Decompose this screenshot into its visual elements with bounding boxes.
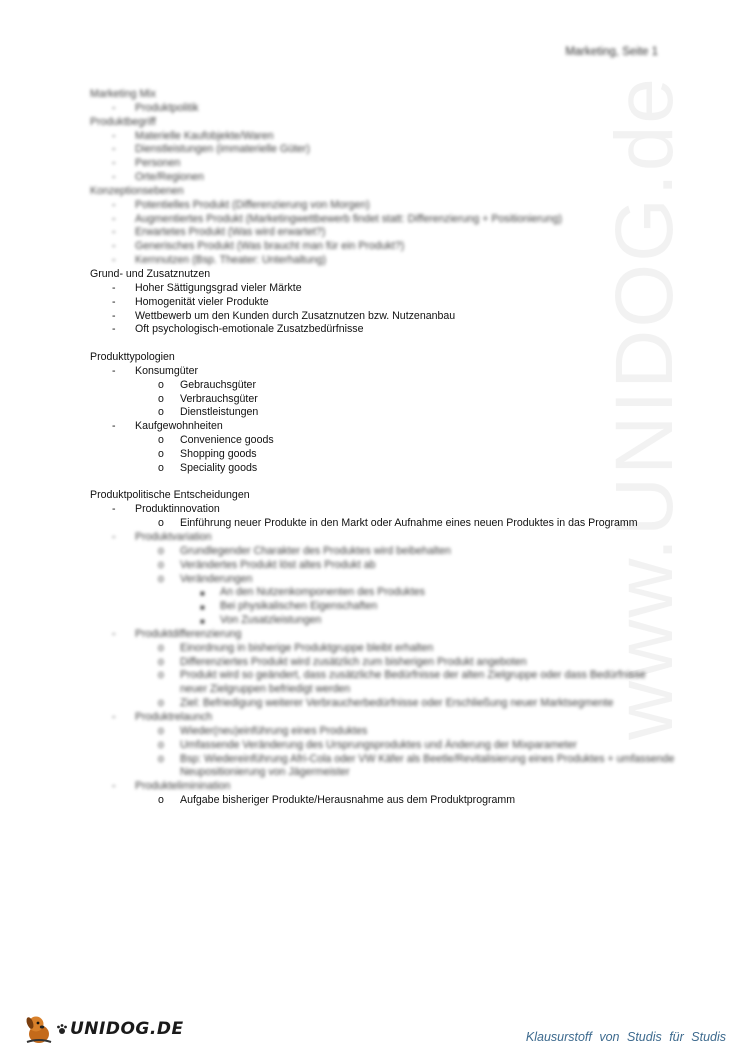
line-text: Materielle Kaufobjekte/Waren	[135, 129, 274, 142]
blank-line	[90, 337, 680, 351]
list-item	[90, 254, 680, 268]
dash-bullet: -	[112, 254, 116, 267]
line-text: Gebrauchsgüter	[180, 378, 256, 391]
line-text: Einführung neuer Produkte in den Markt oder Aufnahme eines neuen Produktes in das Programm	[180, 517, 638, 530]
circle-bullet: o	[158, 724, 164, 737]
section-heading	[90, 116, 680, 130]
list-item	[90, 296, 680, 310]
dash-bullet: -	[112, 710, 116, 723]
line-text: Grundlegender Charakter des Produktes wird beibehalten	[180, 544, 451, 557]
circle-bullet: o	[158, 794, 164, 807]
list-item	[90, 697, 680, 711]
list-item	[90, 130, 680, 144]
line-text: Dienstleistungen (immaterielle Güter)	[135, 143, 310, 156]
list-item	[90, 600, 680, 614]
line-text: Erwartetes Produkt (Was wird erwartet?)	[135, 226, 326, 239]
list-item	[90, 642, 680, 656]
list-item	[90, 669, 680, 683]
dash-bullet: -	[112, 198, 116, 211]
line-text: Verändertes Produkt löst altes Produkt ab	[180, 558, 376, 571]
list-item	[90, 503, 680, 517]
unidog-logo	[22, 1012, 184, 1046]
circle-bullet: o	[158, 558, 164, 571]
list-item	[90, 365, 680, 379]
line-text: Speciality goods	[180, 461, 258, 474]
list-item	[90, 586, 680, 600]
line-text: Grund- und Zusatznutzen	[90, 267, 211, 280]
watermark: www.UNIDOG.de	[599, 76, 690, 740]
dash-bullet: -	[112, 171, 116, 184]
circle-bullet: o	[158, 447, 164, 460]
circle-bullet: o	[158, 697, 164, 710]
dash-bullet: -	[112, 627, 116, 640]
circle-bullet: o	[158, 572, 164, 585]
dash-bullet: -	[112, 364, 116, 377]
dash-bullet: -	[112, 101, 116, 114]
section-heading	[90, 185, 680, 199]
line-text: Homogenität vieler Produkte	[135, 295, 269, 308]
list-item	[90, 240, 680, 254]
line-text: Produkttypologien	[90, 351, 175, 364]
circle-bullet: o	[158, 517, 164, 530]
circle-bullet: o	[158, 752, 164, 765]
line-text: Produktrelaunch	[135, 710, 213, 723]
blank-line	[90, 476, 680, 490]
section-heading	[90, 88, 680, 102]
list-item	[90, 448, 680, 462]
list-item	[90, 420, 680, 434]
line-text: Einordnung in bisherige Produktgruppe bleibt erhalten	[180, 641, 434, 654]
page-header: Marketing, Seite 1	[565, 46, 658, 58]
list-item	[90, 780, 680, 794]
list-item	[90, 434, 680, 448]
list-item	[90, 143, 680, 157]
line-text: neuer Zielgruppen befriedigt werden	[180, 683, 351, 696]
dash-bullet: -	[112, 157, 116, 170]
line-text: Produkt wird so geändert, dass zusätzliche Bedürfnisse der alten Zielgruppe oder dass Bedürfnisse	[180, 669, 646, 682]
circle-bullet: o	[158, 669, 164, 682]
list-item	[90, 199, 680, 213]
dash-bullet: -	[112, 295, 116, 308]
list-item	[90, 794, 680, 808]
line-text: Produkteliminination	[135, 780, 231, 793]
circle-bullet: o	[158, 655, 164, 668]
line-text: Konsumgüter	[135, 364, 199, 377]
square-bullet-icon: ■	[200, 617, 205, 627]
list-item	[90, 559, 680, 573]
line-text: Produktpolitik	[135, 101, 199, 114]
line-text: Wieder(neu)einführung eines Produktes	[180, 724, 368, 737]
dash-bullet: -	[112, 129, 116, 142]
dash-bullet: -	[112, 531, 116, 543]
dash-bullet: -	[112, 240, 116, 253]
list-item	[90, 753, 680, 767]
line-text: Von Zusatzleistungen	[220, 614, 322, 627]
line-text: Dienstleistungen	[180, 406, 259, 419]
section-heading	[90, 268, 680, 282]
list-item	[90, 310, 680, 324]
list-item	[90, 102, 680, 116]
line-text: Shopping goods	[180, 447, 257, 460]
list-item	[90, 393, 680, 407]
line-text: An den Nutzenkomponenten des Produktes	[220, 586, 425, 599]
line-text: Produktdifferenzierung	[135, 627, 242, 640]
circle-bullet: o	[158, 434, 164, 447]
list-item	[90, 282, 680, 296]
circle-bullet: o	[158, 392, 164, 405]
list-item	[90, 226, 680, 240]
square-bullet-icon: ■	[200, 603, 205, 613]
list-item	[90, 213, 680, 227]
line-text: Veränderungen	[180, 572, 253, 585]
line-text: Oft psychologisch-emotionale Zusatzbedürfnisse	[135, 323, 364, 336]
list-item	[90, 406, 680, 420]
list-item	[90, 739, 680, 753]
dash-bullet: -	[112, 780, 116, 793]
paw-icon	[56, 1023, 68, 1035]
list-item	[90, 157, 680, 171]
circle-bullet: o	[158, 738, 164, 751]
line-text: Generisches Produkt (Was braucht man für ein Produkt?)	[135, 240, 405, 253]
line-text: Orte/Regionen	[135, 171, 204, 184]
circle-bullet: o	[158, 378, 164, 391]
list-item	[90, 545, 680, 559]
list-item	[90, 683, 680, 697]
line-text: Produktvariation	[135, 531, 212, 543]
document-body	[90, 88, 680, 808]
circle-bullet: o	[158, 406, 164, 419]
circle-bullet: o	[158, 461, 164, 474]
line-text: Wettbewerb um den Kunden durch Zusatznutzen bzw. Nutzenanbau	[135, 309, 456, 322]
list-item	[90, 323, 680, 337]
section-heading	[90, 351, 680, 365]
line-text: Umfassende Veränderung des Ursprungsproduktes und Änderung der Mixparameter	[180, 738, 577, 751]
line-text: Produktpolitische Entscheidungen	[90, 489, 250, 502]
line-text: Bsp: Wiedereinführung Afri-Cola oder VW Käfer als Beetle/Revitalisierung eines Produktes + umfassende	[180, 752, 675, 765]
line-text: Verbrauchsgüter	[180, 392, 258, 405]
square-bullet-icon: ■	[200, 589, 205, 599]
list-item	[90, 531, 680, 545]
list-item	[90, 711, 680, 725]
dog-mascot-icon	[22, 1012, 56, 1046]
list-item	[90, 766, 680, 780]
list-item	[90, 379, 680, 393]
circle-bullet: o	[158, 544, 164, 557]
dash-bullet: -	[112, 309, 116, 322]
dash-bullet: -	[112, 323, 116, 336]
line-text: Hoher Sättigungsgrad vieler Märkte	[135, 281, 302, 294]
line-text: Kernnutzen (Bsp. Theater: Unterhaltung)	[135, 254, 327, 267]
line-text: Potentielles Produkt (Differenzierung von Morgen)	[135, 198, 370, 211]
list-item	[90, 517, 680, 531]
list-item	[90, 171, 680, 185]
footer-tagline: Klausurstoff von Studis für Studis	[525, 1030, 726, 1044]
line-text: Differenziertes Produkt wird zusätzlich zum bisherigen Produkt angeboten	[180, 655, 527, 668]
line-text: Bei physikalischen Eigenschaften	[220, 600, 378, 613]
logo-text: UNIDOG.DE	[70, 1019, 184, 1039]
dash-bullet: -	[112, 420, 116, 433]
line-text: Neupositionierung von Jägermeister	[180, 766, 350, 779]
dash-bullet: -	[112, 143, 116, 156]
dash-bullet: -	[112, 503, 116, 516]
line-text: Produktbegriff	[90, 115, 156, 128]
list-item	[90, 725, 680, 739]
dash-bullet: -	[112, 281, 116, 294]
list-item	[90, 462, 680, 476]
line-text: Produktinnovation	[135, 503, 220, 516]
circle-bullet: o	[158, 641, 164, 654]
line-text: Augmentiertes Produkt (Marketingwettbewerb findet statt: Differenzierung + Positionierung)	[135, 212, 563, 225]
line-text: Aufgabe bisheriger Produkte/Herausnahme aus dem Produktprogramm	[180, 794, 516, 807]
list-item	[90, 656, 680, 670]
list-item	[90, 573, 680, 587]
line-text: Marketing Mix	[90, 88, 156, 100]
line-text: Convenience goods	[180, 434, 274, 447]
section-heading	[90, 489, 680, 503]
list-item	[90, 628, 680, 642]
line-text: Personen	[135, 157, 181, 170]
dash-bullet: -	[112, 226, 116, 239]
line-text: Konzeptionsebenen	[90, 184, 184, 197]
line-text: Kaufgewohnheiten	[135, 420, 223, 433]
line-text: Ziel: Befriedigung weiterer Verbraucherbedürfnisse oder Erschließung neuer Marktsegmente	[180, 697, 614, 710]
list-item	[90, 614, 680, 628]
dash-bullet: -	[112, 212, 116, 225]
